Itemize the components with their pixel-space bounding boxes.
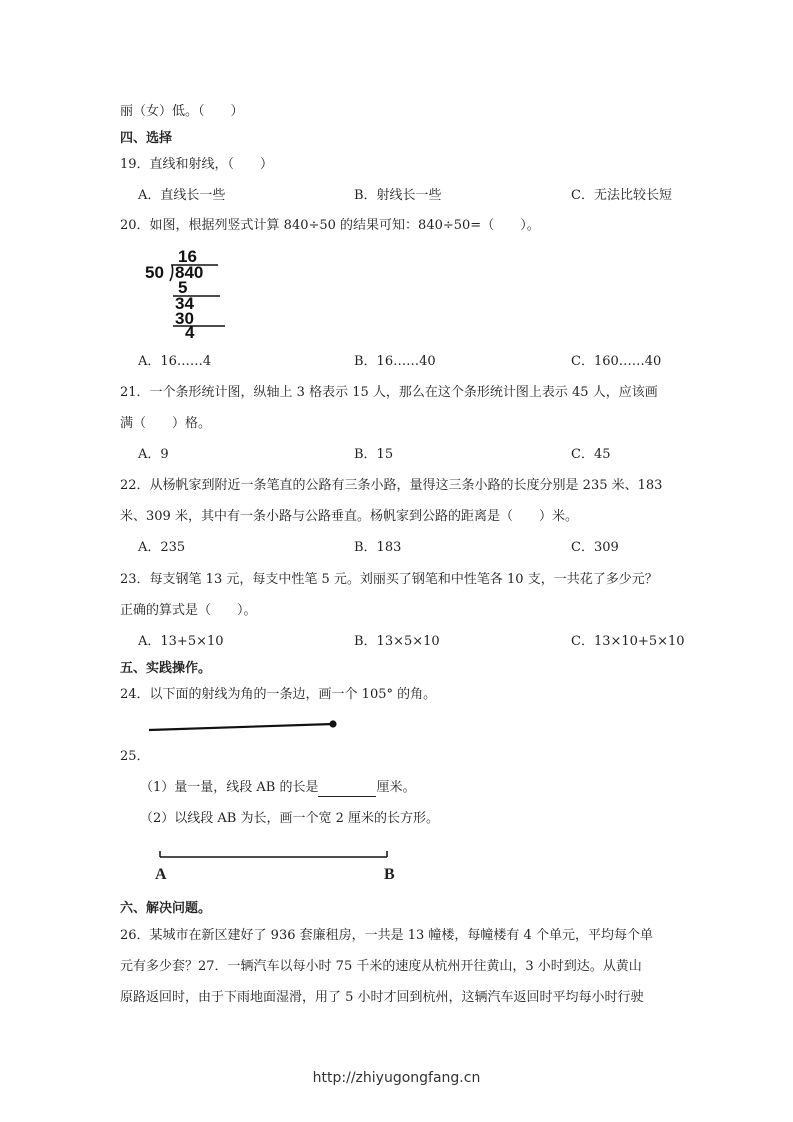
q20-option-a: A．16……4	[138, 354, 212, 369]
question-20: 20．如图，根据列竖式计算 840÷50 的结果可知：840÷50=（ ）。	[120, 218, 540, 233]
segment-ab-figure	[155, 848, 395, 862]
q23-option-b: B．13×5×10	[354, 634, 440, 649]
question-26-line-1: 26．某城市在新区建好了 936 套廉租房，一共是 13 幢楼，每幢楼有 4 个单元，平均每个单	[120, 928, 653, 943]
question-24: 24．以下面的射线为角的一条边，画一个 105° 的角。	[120, 687, 437, 702]
question-21-line-1: 21．一个条形统计图，纵轴上 3 格表示 15 人，那么在这个条形统计图上表示 45 人，应该画	[120, 385, 658, 400]
division-dividend: 840	[175, 263, 204, 282]
question-25-part-2: （2）以线段 AB 为长，画一个宽 2 厘米的长方形。	[140, 811, 440, 826]
division-divisor: 50	[145, 263, 164, 282]
division-step-1: 5	[178, 278, 188, 297]
q19-option-b: B．射线长一些	[354, 188, 442, 203]
q20-option-c: C．160……40	[571, 354, 662, 369]
q23-option-a: A．13+5×10	[138, 634, 224, 649]
section-heading-4: 四、选择	[120, 131, 173, 146]
q19-option-a: A．直线长一些	[138, 188, 226, 203]
q21-option-b: B．15	[354, 447, 394, 462]
q22-option-c: C．309	[571, 540, 619, 555]
q25-part1-unit: 厘米。	[376, 780, 416, 795]
footer-url: http://zhiyugongfang.cn	[312, 1070, 481, 1086]
q25-part1-text: （1）量一量，线段 AB 的长是	[140, 780, 319, 795]
q21-option-a: A．9	[138, 447, 169, 462]
q19-option-c: C．无法比较长短	[571, 188, 672, 203]
label-a: A	[155, 866, 167, 883]
ray-figure	[145, 718, 345, 738]
question-26-line-3: 原路返回时，由于下雨地面湿滑，用了 5 小时才回到杭州，这辆汽车返回时平均每小时行驶	[120, 990, 644, 1005]
question-23-line-1: 23．每支钢笔 13 元，每支中性笔 5 元。刘丽买了钢笔和中性笔各 10 支，一共花了多少元？	[120, 572, 658, 587]
q20-option-b: B．16……40	[354, 354, 436, 369]
question-22-line-1: 22．从杨帆家到附近一条笔直的公路有三条小路，量得这三条小路的长度分别是 235 米、183	[120, 478, 663, 493]
q25-answer-blank	[318, 782, 376, 797]
ray-endpoint	[329, 720, 336, 727]
question-22-line-2: 米、309 米，其中有一条小路与公路垂直。杨帆家到公路的距离是（ ）米。	[120, 509, 578, 524]
text-line: 丽（女）低。（ ）	[120, 104, 244, 119]
question-21-line-2: 满（ ）格。	[120, 416, 212, 431]
division-step-3: 30	[175, 309, 194, 328]
q22-option-a: A．235	[138, 540, 186, 555]
section-heading-6: 六、解决问题。	[120, 901, 212, 916]
division-remainder: 4	[185, 323, 195, 340]
label-b: B	[384, 866, 395, 883]
q22-option-b: B．183	[354, 540, 402, 555]
q23-option-c: C．13×10+5×10	[571, 634, 685, 649]
long-division-figure	[140, 245, 240, 340]
question-25: 25．	[120, 749, 150, 764]
question-25-part-1	[140, 779, 416, 797]
ray-line	[149, 724, 333, 730]
question-19: 19．直线和射线，（ ）	[120, 157, 274, 172]
q21-option-c: C．45	[571, 447, 611, 462]
section-heading-5: 五、实践操作。	[120, 661, 212, 676]
question-26-line-2: 元有多少套？27．一辆汽车以每小时 75 千米的速度从杭州开往黄山，3 小时到达。从黄山	[120, 959, 642, 974]
question-23-line-2: 正确的算式是（ ）。	[120, 603, 257, 618]
division-step-2: 34	[175, 294, 194, 313]
division-quotient: 16	[178, 247, 197, 266]
